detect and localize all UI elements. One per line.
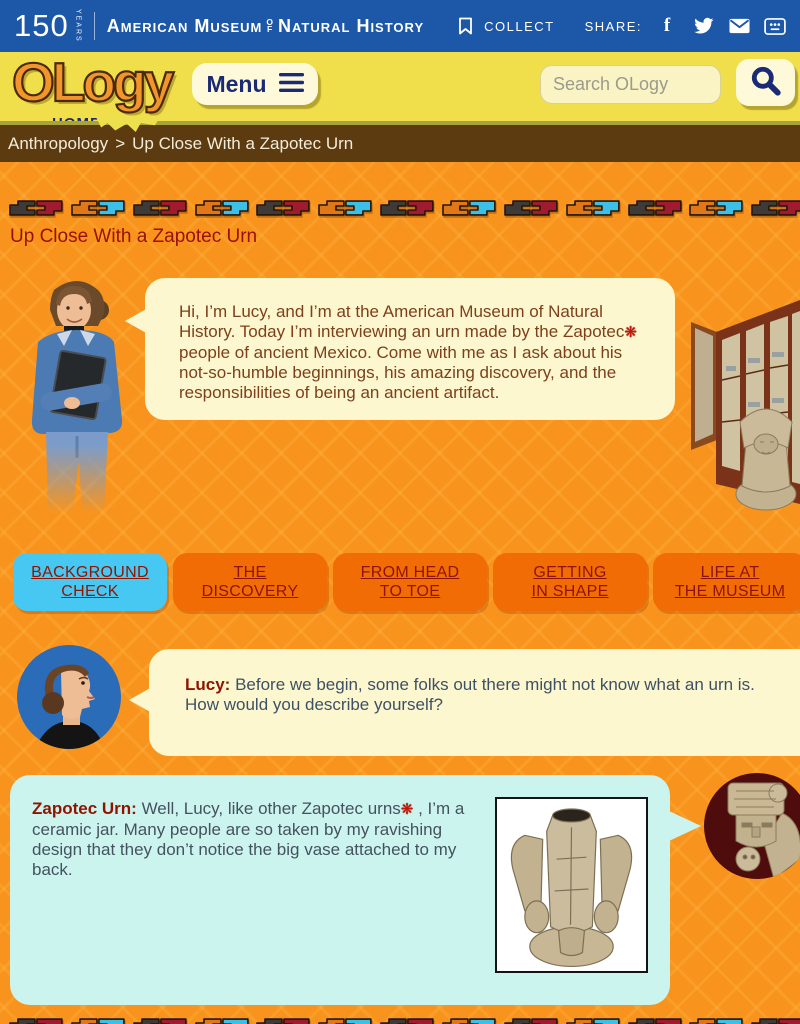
glossary-asterisk-icon[interactable]: ❋	[624, 324, 637, 341]
lucy-question-bubble	[149, 649, 800, 756]
wordmark-of-stack	[266, 16, 274, 34]
tab-background-check[interactable]: BACKGROUND CHECK	[13, 553, 167, 611]
collect-button[interactable]	[454, 15, 554, 37]
bottom-greca-border	[8, 1016, 800, 1024]
greca-motif	[750, 198, 800, 218]
greca-motif	[317, 1016, 373, 1024]
breadcrumb-separator: >	[115, 133, 126, 153]
greca-motif	[565, 1016, 621, 1024]
lucy-profile-avatar	[17, 645, 121, 749]
greca-motif	[503, 198, 559, 218]
page-title: Up Close With a Zapotec Urn	[10, 226, 258, 247]
menu-label: Menu	[206, 70, 267, 97]
lucy-question-text: Before we begin, some folks out there might not know what an urn is. How would you describe yourself?	[185, 675, 755, 714]
greca-motif	[379, 1016, 435, 1024]
topbar-divider	[94, 12, 95, 40]
lucy-profile-illustration	[17, 645, 121, 749]
top-greca-border	[8, 198, 800, 218]
speaker-label-lucy: Lucy:	[185, 675, 231, 694]
greca-motif	[255, 198, 311, 218]
urn-face-illustration	[704, 773, 800, 879]
amnh-wordmark[interactable]	[107, 16, 424, 37]
urn-back-illustration	[497, 799, 646, 971]
answer-text-before: Well, Lucy, like other	[136, 799, 302, 818]
greca-motif	[8, 1016, 64, 1024]
greca-motif	[503, 1016, 559, 1024]
museum-cabinet-with-urn-photo	[688, 270, 800, 518]
facebook-icon[interactable]	[656, 15, 678, 37]
search-icon	[750, 65, 782, 100]
greca-motif	[8, 198, 64, 218]
greca-motif	[317, 198, 373, 218]
wordmark-part1: American Museum	[106, 15, 263, 36]
zapotec-urn-back-view-photo	[495, 797, 648, 973]
classroom-icon[interactable]	[764, 15, 786, 37]
wordmark-part2: Natural History	[277, 15, 425, 36]
greca-motif	[441, 198, 497, 218]
hamburger-icon	[279, 73, 304, 95]
greca-motif	[194, 198, 250, 218]
of-letter-bottom: F	[267, 24, 274, 34]
ology-logo-text: OLogy	[12, 51, 172, 113]
zapotec-urn-avatar	[704, 773, 800, 879]
greca-motif	[441, 1016, 497, 1024]
facebook-f-glyph: f	[663, 15, 671, 36]
greca-motif	[379, 198, 435, 218]
main-content	[0, 162, 800, 1024]
greca-motif	[688, 1016, 744, 1024]
tab-from-head-to-toe[interactable]: FROM HEAD TO TOE	[333, 553, 487, 611]
greca-motif	[750, 1016, 800, 1024]
greca-motif	[132, 198, 188, 218]
tab-the-discovery[interactable]: THE DISCOVERY	[173, 553, 327, 611]
topbar-actions	[454, 15, 786, 37]
search-input[interactable]	[540, 65, 721, 104]
tab-life-at-the-museum[interactable]: LIFE AT THE MUSEUM	[653, 553, 800, 611]
section-tabs	[13, 553, 800, 611]
logo-years-label: YEARS	[74, 9, 82, 43]
breadcrumb-current: Up Close With a Zapotec Urn	[132, 133, 354, 153]
tab-getting-in-shape[interactable]: GETTING IN SHAPE	[493, 553, 647, 611]
greca-motif	[688, 198, 744, 218]
greca-motif	[132, 1016, 188, 1024]
search-button[interactable]	[736, 59, 795, 106]
ology-home-logo[interactable]	[12, 52, 171, 112]
urn-answer-card	[10, 775, 670, 1005]
share-label: SHARE:	[584, 18, 642, 34]
of-letter-top: O	[266, 16, 274, 27]
greca-motif	[70, 1016, 126, 1024]
bookmark-icon	[454, 15, 476, 37]
greca-motif	[565, 198, 621, 218]
greca-motif	[627, 1016, 683, 1024]
greca-motif	[70, 198, 126, 218]
urn-answer-text	[32, 799, 492, 880]
glossary-asterisk-icon[interactable]: ❋	[400, 801, 414, 818]
menu-button[interactable]	[192, 63, 318, 105]
collect-label: COLLECT	[484, 18, 555, 34]
greca-motif	[255, 1016, 311, 1024]
breadcrumb-section-link[interactable]: Anthropology	[8, 133, 109, 153]
speaker-label-urn: Zapotec Urn:	[32, 799, 137, 818]
ology-header	[0, 52, 800, 121]
answer-text-after: , I’m a ceramic jar. Many people are so taken by my ravishing design that they don’t notice the big vase attached to my back.	[32, 799, 465, 879]
intro-text-before: Hi, I’m Lucy, and I’m at the American Museum of Natural History. Today I’m interviewing an urn made by the	[179, 302, 603, 341]
lucy-standing-photo	[2, 270, 152, 513]
intro-speech-bubble	[145, 278, 675, 420]
logo-150-number: 150	[14, 8, 69, 44]
greca-motif	[627, 198, 683, 218]
zapotec-glossary-link[interactable]: Zapotec	[562, 322, 625, 341]
twitter-icon[interactable]	[692, 15, 714, 37]
email-icon[interactable]	[728, 15, 750, 37]
amnh-topbar	[0, 0, 800, 52]
intro-text-after: people of ancient Mexico. Come with me as I ask about his not-so-humble beginnings, his amazing discovery, and the responsibilities of being an ancient artifact.	[179, 343, 623, 402]
greca-motif	[194, 1016, 250, 1024]
zapotec-urns-glossary-link[interactable]: Zapotec urns	[301, 799, 401, 818]
amnh-150-years-logo[interactable]	[14, 9, 82, 43]
